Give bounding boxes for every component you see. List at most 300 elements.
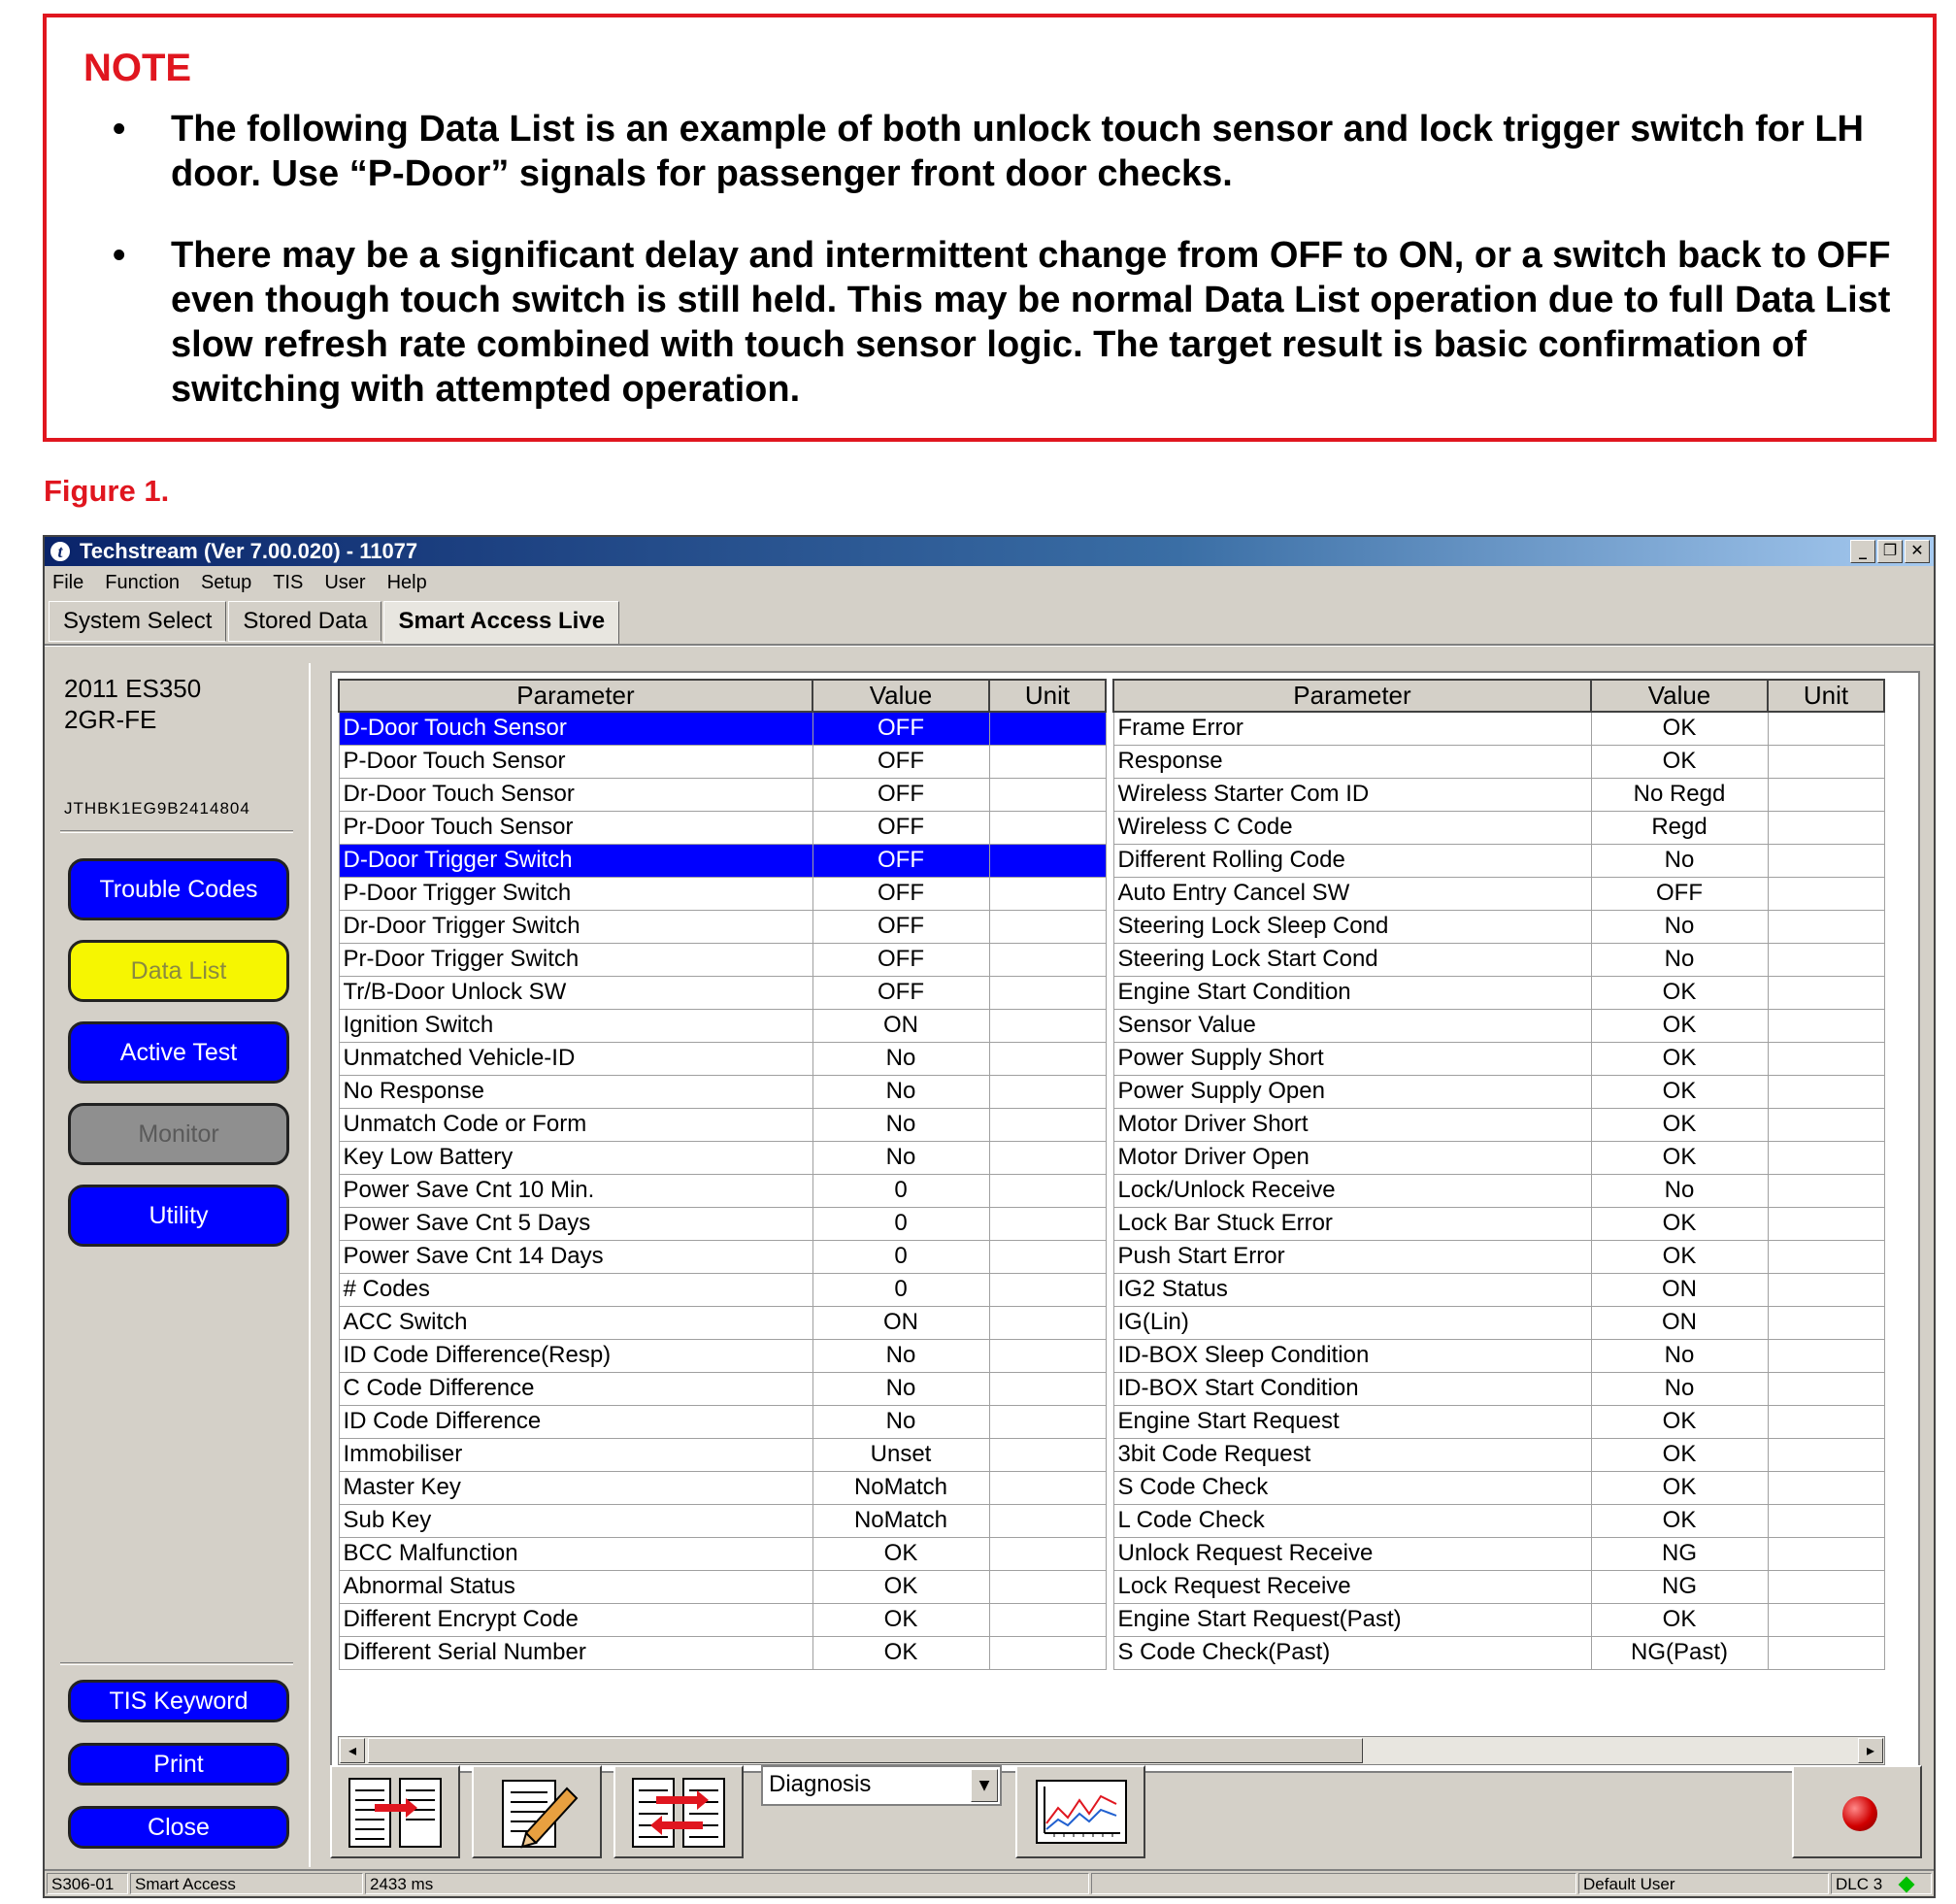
parameter-cell: ID-BOX Sleep Condition [1113,1339,1591,1372]
value-cell: No Regd [1591,778,1768,811]
parameter-cell: Motor Driver Open [1113,1141,1591,1174]
table-row[interactable] [339,1075,1106,1108]
unit-cell [989,745,1106,778]
table-row[interactable] [1113,1009,1884,1042]
table-row[interactable] [339,1405,1106,1438]
value-cell: No [1591,943,1768,976]
value-cell: OK [812,1570,989,1603]
record-notes-button[interactable] [472,1765,602,1858]
table-row[interactable] [1113,1042,1884,1075]
bullet-icon: • [113,109,126,150]
parameter-cell: Dr-Door Trigger Switch [339,910,812,943]
unit-cell [1768,1075,1884,1108]
data-table-left [338,679,1107,1670]
value-cell: OK [1591,1405,1768,1438]
table-row[interactable] [339,712,1106,745]
window-controls [1850,540,1930,563]
data-list-area [330,671,1920,1773]
unit-cell [1768,1306,1884,1339]
menu-tis[interactable]: TIS [273,571,304,593]
table-row[interactable] [339,811,1106,844]
unit-cell [989,1471,1106,1504]
vehicle-model: 2011 ES350 [64,674,202,703]
vehicle-info [64,673,201,735]
tab-smart-access-live[interactable]: Smart Access Live [383,601,619,644]
value-cell: OK [1591,976,1768,1009]
table-row[interactable] [339,1603,1106,1636]
title-bar[interactable] [45,537,1934,566]
value-cell: OK [812,1537,989,1570]
parameter-cell: Pr-Door Trigger Switch [339,943,812,976]
unit-cell [1768,1603,1884,1636]
unit-cell [1768,1009,1884,1042]
unit-cell [1768,844,1884,877]
parameter-cell: ID-BOX Start Condition [1113,1372,1591,1405]
parameter-cell: P-Door Touch Sensor [339,745,812,778]
parameter-cell: No Response [339,1075,812,1108]
column-header-unit[interactable]: Unit [1768,680,1884,712]
mode-select-dropdown[interactable] [761,1765,1002,1806]
parameter-cell: Lock/Unlock Receive [1113,1174,1591,1207]
table-row[interactable] [339,1273,1106,1306]
column-header-unit[interactable]: Unit [989,680,1106,712]
unit-cell [1768,1636,1884,1669]
parameter-cell: Tr/B-Door Unlock SW [339,976,812,1009]
unit-cell [989,844,1106,877]
table-row[interactable] [339,976,1106,1009]
tab-stored-data[interactable]: Stored Data [228,601,381,642]
status-empty [1091,1873,1576,1894]
table-row[interactable] [1113,1471,1884,1504]
parameter-cell: P-Door Trigger Switch [339,877,812,910]
unit-cell [989,877,1106,910]
value-cell: 0 [812,1174,989,1207]
parameter-cell: Master Key [339,1471,812,1504]
unit-cell [1768,1339,1884,1372]
table-row[interactable] [1113,712,1884,745]
table-row[interactable] [339,1207,1106,1240]
unit-cell [1768,811,1884,844]
table-row[interactable] [1113,1570,1884,1603]
value-cell: Regd [1591,811,1768,844]
value-cell: OK [812,1603,989,1636]
value-cell: OK [1591,1009,1768,1042]
menu-help[interactable]: Help [386,571,427,593]
parameter-cell: Wireless Starter Com ID [1113,778,1591,811]
figure-label: Figure 1. [44,474,170,508]
table-row[interactable] [1113,844,1884,877]
column-header-parameter[interactable]: Parameter [1113,680,1591,712]
value-cell: OK [1591,1141,1768,1174]
value-cell: OK [1591,1240,1768,1273]
list-select-icon [346,1775,447,1851]
unit-cell [1768,1273,1884,1306]
parameter-cell: Sub Key [339,1504,812,1537]
note-box [43,14,1937,442]
table-row[interactable] [1113,778,1884,811]
swap-list-button[interactable] [613,1765,744,1858]
value-cell: OFF [812,943,989,976]
value-cell: No [812,1075,989,1108]
unit-cell [1768,976,1884,1009]
unit-cell [1768,1207,1884,1240]
table-row[interactable] [1113,1339,1884,1372]
parameter-cell: Engine Start Request [1113,1405,1591,1438]
value-cell: No [1591,1372,1768,1405]
record-button[interactable] [1792,1765,1922,1858]
column-header-value[interactable]: Value [812,680,989,712]
unit-cell [1768,712,1884,745]
parameter-cell: Engine Start Condition [1113,976,1591,1009]
note-title: NOTE [83,47,192,89]
value-cell: OK [1591,1207,1768,1240]
parameter-cell: # Codes [339,1273,812,1306]
table-row[interactable] [1113,1174,1884,1207]
value-cell: NG [1591,1537,1768,1570]
parameter-cell: ID Code Difference [339,1405,812,1438]
value-cell: OFF [812,976,989,1009]
table-row[interactable] [339,1306,1106,1339]
value-cell: No [1591,910,1768,943]
value-cell: No [1591,1174,1768,1207]
parameter-cell: Power Save Cnt 14 Days [339,1240,812,1273]
parameter-cell: Auto Entry Cancel SW [1113,877,1591,910]
table-row[interactable] [1113,910,1884,943]
print-button[interactable]: Print [68,1743,289,1786]
parameter-cell: Frame Error [1113,712,1591,745]
unit-cell [989,976,1106,1009]
value-cell: NoMatch [812,1471,989,1504]
table-row[interactable] [339,1108,1106,1141]
unit-cell [1768,1438,1884,1471]
table-row[interactable] [1113,943,1884,976]
left-panel [50,663,311,1867]
value-cell: OK [1591,1471,1768,1504]
value-cell: OFF [812,877,989,910]
tab-strip [49,601,621,644]
menu-bar [45,568,1934,597]
techstream-window [43,535,1936,1898]
value-cell: OFF [812,778,989,811]
value-cell: 0 [812,1240,989,1273]
status-bar [45,1869,1934,1896]
table-row[interactable] [1113,1603,1884,1636]
table-row[interactable] [1113,1141,1884,1174]
table-row[interactable] [1113,745,1884,778]
parameter-cell: L Code Check [1113,1504,1591,1537]
parameter-cell: ID Code Difference(Resp) [339,1339,812,1372]
tab-divider [45,644,1934,647]
unit-cell [1768,1504,1884,1537]
parameter-cell: Sensor Value [1113,1009,1591,1042]
unit-cell [1768,1537,1884,1570]
tab-system-select[interactable]: System Select [49,601,226,642]
parameter-cell: Motor Driver Short [1113,1108,1591,1141]
value-cell: OFF [1591,877,1768,910]
table-row[interactable] [339,745,1106,778]
column-header-parameter[interactable]: Parameter [339,680,812,712]
table-row[interactable] [339,1141,1106,1174]
table-row[interactable] [1113,1075,1884,1108]
chevron-down-icon[interactable]: ▼ [971,1769,998,1802]
table-row[interactable] [1113,1240,1884,1273]
parameter-cell: Lock Bar Stuck Error [1113,1207,1591,1240]
parameter-cell: Lock Request Receive [1113,1570,1591,1603]
close-icon[interactable]: ✕ [1905,540,1930,563]
value-cell: No [812,1372,989,1405]
tis-keyword-button[interactable]: TIS Keyword [68,1680,289,1722]
window-title: Techstream (Ver 7.00.020) - 11077 [80,539,418,563]
menu-file[interactable]: File [52,571,84,593]
value-cell: NoMatch [812,1504,989,1537]
table-row[interactable] [339,1372,1106,1405]
unit-cell [1768,745,1884,778]
parameter-cell: Pr-Door Touch Sensor [339,811,812,844]
scroll-left-icon[interactable]: ◂ [340,1738,365,1763]
unit-cell [1768,910,1884,943]
table-row[interactable] [339,1438,1106,1471]
value-cell: No [812,1042,989,1075]
table-row[interactable] [339,778,1106,811]
data-table-right [1112,679,1885,1670]
table-row[interactable] [1113,811,1884,844]
parameter-cell: Immobiliser [339,1438,812,1471]
table-row[interactable] [1113,976,1884,1009]
table-row[interactable] [339,1471,1106,1504]
parameter-cell: Unlock Request Receive [1113,1537,1591,1570]
table-row[interactable] [1113,1207,1884,1240]
unit-cell [989,1009,1106,1042]
parameter-cell: BCC Malfunction [339,1537,812,1570]
unit-cell [989,1174,1106,1207]
parameter-cell: Power Save Cnt 10 Min. [339,1174,812,1207]
value-cell: No [1591,1339,1768,1372]
table-row[interactable] [339,910,1106,943]
parameter-cell: Power Supply Open [1113,1075,1591,1108]
techstream-logo-icon: t [49,540,72,563]
table-row[interactable] [339,1042,1106,1075]
value-cell: NG(Past) [1591,1636,1768,1669]
value-cell: No [812,1108,989,1141]
horizontal-scrollbar[interactable] [338,1736,1885,1765]
table-row[interactable] [1113,1306,1884,1339]
parameter-cell: Different Rolling Code [1113,844,1591,877]
menu-user[interactable]: User [324,571,366,593]
unit-cell [1768,1141,1884,1174]
select-parameters-button[interactable] [330,1765,460,1858]
unit-cell [989,1636,1106,1669]
column-header-value[interactable]: Value [1591,680,1768,712]
table-row[interactable] [1113,1405,1884,1438]
table-row[interactable] [339,1174,1106,1207]
graph-button[interactable] [1015,1765,1145,1858]
value-cell: OK [1591,1108,1768,1141]
restore-icon[interactable]: ❐ [1877,540,1903,563]
active-test-button[interactable]: Active Test [68,1021,289,1084]
parameter-cell: IG(Lin) [1113,1306,1591,1339]
unit-cell [989,1075,1106,1108]
table-row[interactable] [339,1537,1106,1570]
scroll-right-icon[interactable]: ▸ [1858,1738,1883,1763]
unit-cell [1768,1405,1884,1438]
unit-cell [1768,943,1884,976]
vehicle-engine: 2GR-FE [64,705,157,734]
line-graph-icon [1031,1775,1132,1851]
value-cell: ON [812,1306,989,1339]
value-cell: No [812,1405,989,1438]
menu-function[interactable]: Function [105,571,180,593]
unit-cell [1768,1372,1884,1405]
parameter-cell: Power Save Cnt 5 Days [339,1207,812,1240]
value-cell: 0 [812,1273,989,1306]
note-item-text: The following Data List is an example of both unlock touch sensor and lock trigger switch for LH door. Use “P-Door” signals for passenger front door checks. [171,109,1864,194]
value-cell: OK [1591,1075,1768,1108]
parameter-cell: Wireless C Code [1113,811,1591,844]
unit-cell [989,811,1106,844]
table-row[interactable] [339,877,1106,910]
table-row[interactable] [1113,1537,1884,1570]
value-cell: 0 [812,1207,989,1240]
parameter-cell: Different Encrypt Code [339,1603,812,1636]
unit-cell [989,1438,1106,1471]
table-row[interactable] [1113,1372,1884,1405]
value-cell: OFF [812,844,989,877]
table-row[interactable] [1113,1108,1884,1141]
unit-cell [989,1141,1106,1174]
parameter-cell: Dr-Door Touch Sensor [339,778,812,811]
unit-cell [989,712,1106,745]
parameter-cell: Key Low Battery [339,1141,812,1174]
unit-cell [1768,1108,1884,1141]
table-row[interactable] [339,1009,1106,1042]
parameter-cell: Unmatch Code or Form [339,1108,812,1141]
value-cell: OFF [812,910,989,943]
unit-cell [989,943,1106,976]
notepad-pencil-icon [487,1775,588,1851]
parameter-cell: IG2 Status [1113,1273,1591,1306]
status-user: Default User [1578,1873,1829,1894]
table-row[interactable] [1113,1636,1884,1669]
unit-cell [989,778,1106,811]
menu-setup[interactable]: Setup [200,571,252,593]
parameter-cell: S Code Check [1113,1471,1591,1504]
parameter-cell: D-Door Trigger Switch [339,844,812,877]
parameter-cell: Engine Start Request(Past) [1113,1603,1591,1636]
unit-cell [989,1570,1106,1603]
value-cell: OFF [812,811,989,844]
unit-cell [989,1273,1106,1306]
parameter-cell: ACC Switch [339,1306,812,1339]
unit-cell [1768,1570,1884,1603]
unit-cell [989,1405,1106,1438]
mode-select-value: Diagnosis [769,1771,872,1797]
minimize-icon[interactable]: _ [1850,540,1875,563]
unit-cell [989,1042,1106,1075]
trouble-codes-button[interactable]: Trouble Codes [68,858,289,920]
monitor-button[interactable]: Monitor [68,1103,289,1165]
status-system: Smart Access [130,1873,363,1894]
value-cell: OK [1591,1504,1768,1537]
table-row[interactable] [339,1339,1106,1372]
table-row[interactable] [1113,877,1884,910]
unit-cell [989,1372,1106,1405]
value-cell: OK [1591,1438,1768,1471]
parameter-cell: S Code Check(Past) [1113,1636,1591,1669]
table-row[interactable] [339,1570,1106,1603]
unit-cell [1768,1471,1884,1504]
table-row[interactable] [339,1240,1106,1273]
unit-cell [989,1207,1106,1240]
parameter-cell: C Code Difference [339,1372,812,1405]
note-item [97,107,1922,196]
swap-lists-icon [629,1775,730,1851]
status-connector: DLC 3 [1831,1873,1932,1894]
data-list-button[interactable]: Data List [68,940,289,1002]
table-row[interactable] [339,1636,1106,1669]
close-button[interactable]: Close [68,1806,289,1849]
table-row[interactable] [339,844,1106,877]
parameter-cell: Abnormal Status [339,1570,812,1603]
unit-cell [989,1339,1106,1372]
value-cell: OK [812,1636,989,1669]
unit-cell [1768,1174,1884,1207]
unit-cell [1768,877,1884,910]
unit-cell [989,1537,1106,1570]
utility-button[interactable]: Utility [68,1185,289,1247]
unit-cell [1768,1240,1884,1273]
value-cell: OK [1591,712,1768,745]
status-code: S306-01 [47,1873,128,1894]
table-row[interactable] [339,943,1106,976]
unit-cell [989,910,1106,943]
table-row[interactable] [339,1504,1106,1537]
parameter-cell: Response [1113,745,1591,778]
note-item [97,233,1922,412]
parameter-cell: Ignition Switch [339,1009,812,1042]
value-cell: OFF [812,712,989,745]
divider [60,1662,293,1665]
note-item-text: There may be a significant delay and intermittent change from OFF to ON, or a switch back to OFF even though touch switch is still held. This may be normal Data List operation due to full Data List slow refresh rate combined with touch sensor logic. The target result is basic confirmation of switching with attempted operation. [171,235,1891,410]
table-row[interactable] [1113,1273,1884,1306]
scrollbar-thumb[interactable] [368,1738,1363,1763]
value-cell: ON [812,1009,989,1042]
value-cell: OK [1591,745,1768,778]
note-list [97,107,1922,449]
parameter-cell: Unmatched Vehicle-ID [339,1042,812,1075]
parameter-cell: Steering Lock Start Cond [1113,943,1591,976]
divider [60,830,293,833]
parameter-cell: 3bit Code Request [1113,1438,1591,1471]
value-cell: No [812,1141,989,1174]
table-row[interactable] [1113,1504,1884,1537]
table-row[interactable] [1113,1438,1884,1471]
value-cell: ON [1591,1273,1768,1306]
unit-cell [1768,778,1884,811]
unit-cell [1768,1042,1884,1075]
parameter-cell: Push Start Error [1113,1240,1591,1273]
status-timing: 2433 ms [365,1873,1089,1894]
parameter-cell: Steering Lock Sleep Cond [1113,910,1591,943]
parameter-cell: Different Serial Number [339,1636,812,1669]
unit-cell [989,1504,1106,1537]
value-cell: OK [1591,1042,1768,1075]
unit-cell [989,1603,1106,1636]
vin-number: JTHBK1EG9B2414804 [64,799,250,818]
value-cell: No [1591,844,1768,877]
bullet-icon: • [113,235,126,276]
value-cell: OK [1591,1603,1768,1636]
parameter-cell: Power Supply Short [1113,1042,1591,1075]
